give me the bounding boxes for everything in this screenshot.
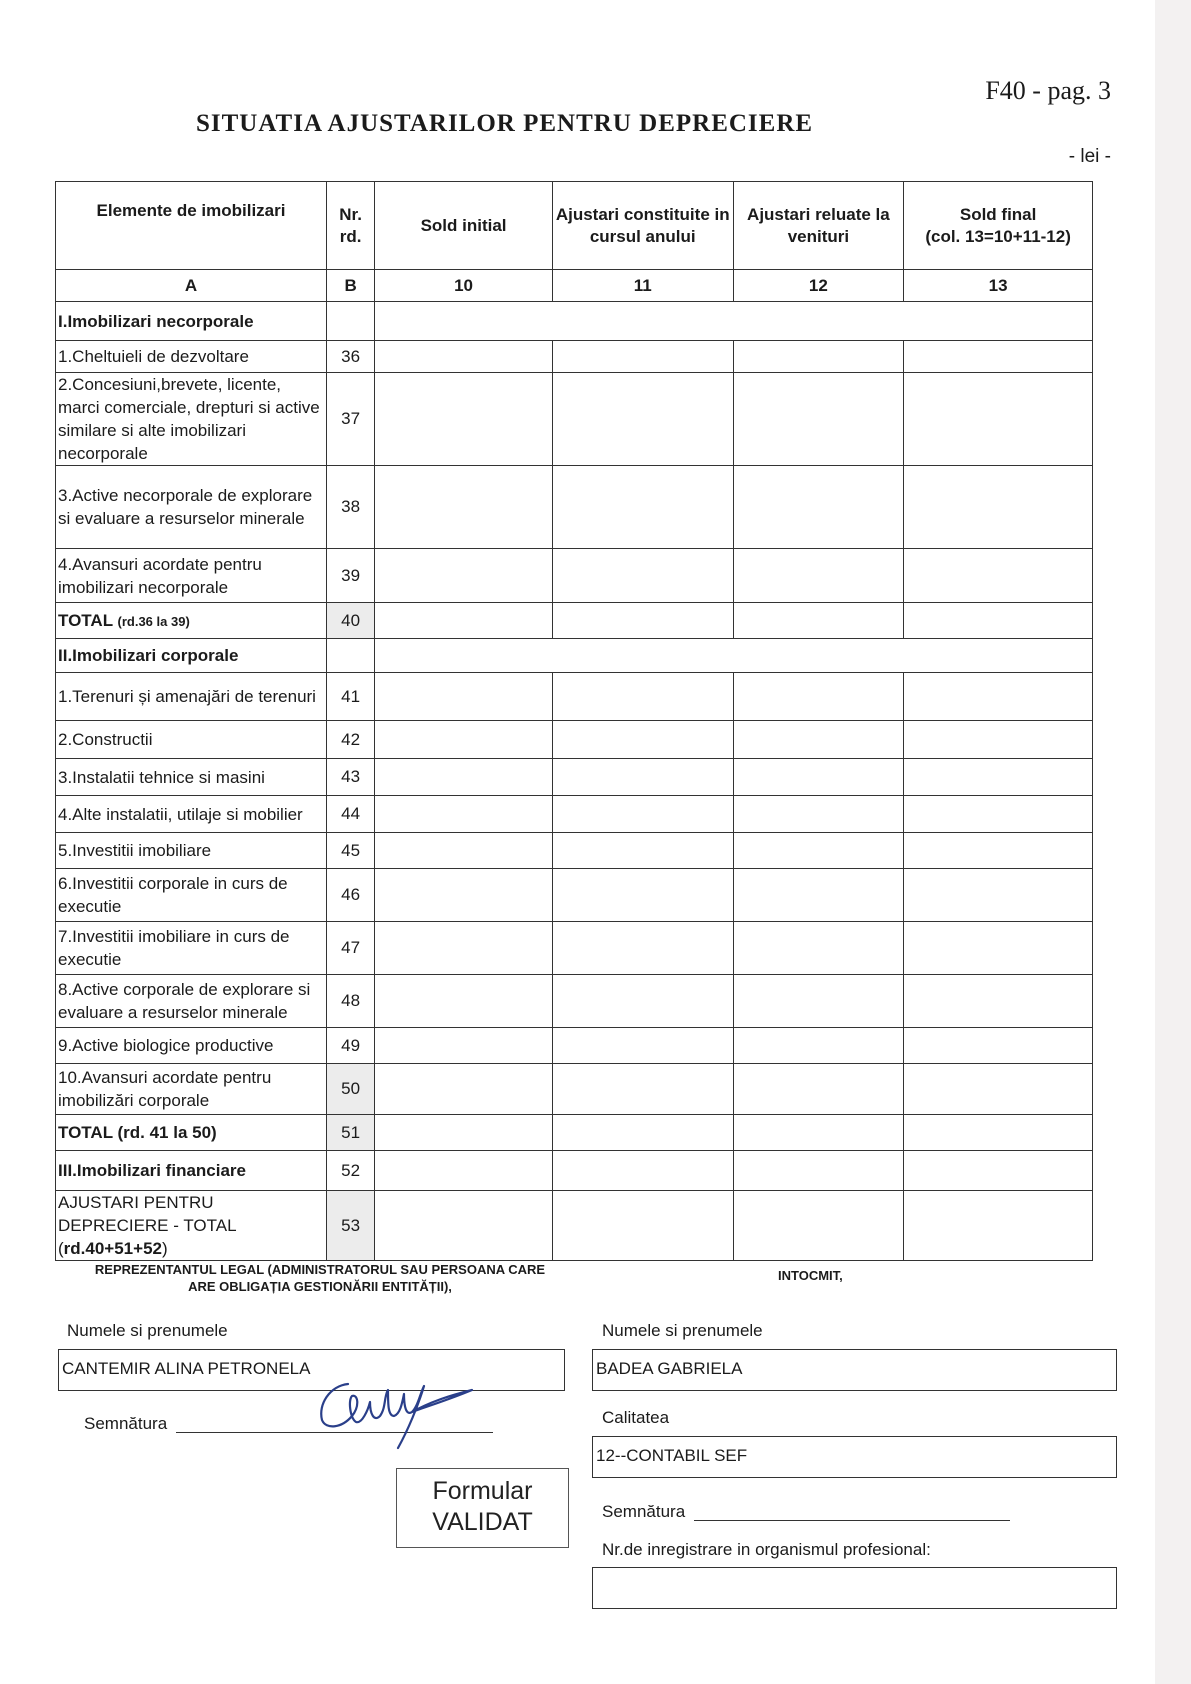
- cell-ajustari-constituite: [552, 1151, 733, 1191]
- row-nr: 50: [327, 1064, 375, 1115]
- cell-sold-initial: [375, 833, 553, 869]
- stamp-line1: Formular: [432, 1477, 533, 1505]
- row-label: 2.Concesiuni,brevete, licente, marci comerciale, drepturi si active similare si alte imobilizari necorporale: [56, 373, 327, 466]
- row-nr: 38: [327, 466, 375, 549]
- legal-representative-heading-line2: ARE OBLIGAȚIA GESTIONĂRII ENTITĂȚII),: [188, 1279, 452, 1294]
- cell-sold-final: [904, 603, 1093, 639]
- cell-sold-final: [904, 549, 1093, 603]
- cell-ajustari-reluate: [733, 975, 904, 1028]
- total-label-note: (rd.36 la 39): [117, 613, 190, 629]
- cell-ajustari-constituite: [552, 833, 733, 869]
- cell-ajustari-constituite: [552, 1191, 733, 1261]
- cell-ajustari-constituite: [552, 603, 733, 639]
- grand-total-row: [56, 1191, 1093, 1261]
- total-label-text: TOTAL: [58, 610, 113, 630]
- row-nr: 43: [327, 759, 375, 796]
- cell-sold-final: [904, 1151, 1093, 1191]
- section-row: [56, 302, 1093, 341]
- page-edge: [1155, 0, 1191, 1684]
- cell-ajustari-reluate: [733, 721, 904, 759]
- cell-sold-final: [904, 721, 1093, 759]
- impairment-table: [55, 181, 1093, 1261]
- cell-ajustari-constituite: [552, 759, 733, 796]
- intocmit-calitate-field[interactable]: 12--CONTABIL SEF: [592, 1436, 1117, 1478]
- cell-sold-final: [904, 466, 1093, 549]
- table-row: [56, 373, 1093, 466]
- cell-sold-final: [904, 673, 1093, 721]
- intocmit-name-label: Numele si prenumele: [602, 1321, 763, 1340]
- cell-ajustari-reluate: [733, 869, 904, 922]
- cell-ajustari-constituite: [552, 466, 733, 549]
- cell-sold-initial: [375, 759, 553, 796]
- section-row: [56, 639, 1093, 673]
- cell-ajustari-constituite: [552, 673, 733, 721]
- registration-field[interactable]: [592, 1567, 1117, 1609]
- cell-sold-final: [904, 833, 1093, 869]
- row-label: 4.Alte instalatii, utilaje si mobilier: [56, 796, 327, 833]
- cell-ajustari-reluate: [733, 1191, 904, 1261]
- cell-ajustari-reluate: [733, 673, 904, 721]
- cell-ajustari-reluate: [733, 373, 904, 466]
- cell-sold-initial: [375, 721, 553, 759]
- cell-sold-initial: [375, 796, 553, 833]
- code-12: 12: [733, 270, 904, 302]
- cell-sold-final: [904, 975, 1093, 1028]
- cell-sold-initial: [375, 341, 553, 373]
- cell-ajustari-reluate: [733, 922, 904, 975]
- code-11: 11: [552, 270, 733, 302]
- table-row: [56, 673, 1093, 721]
- table-row: [56, 869, 1093, 922]
- rep-name-label: Numele si prenumele: [67, 1321, 228, 1340]
- header-ajustari-reluate: Ajustari reluate la venituri: [733, 182, 904, 270]
- row-nr: 36: [327, 341, 375, 373]
- cell-ajustari-reluate: [733, 1064, 904, 1115]
- cell-ajustari-constituite: [552, 373, 733, 466]
- total-row: [56, 603, 1093, 639]
- table-row: [56, 759, 1093, 796]
- total-row: [56, 1115, 1093, 1151]
- section-label: III.Imobilizari financiare: [56, 1151, 327, 1191]
- cell-ajustari-reluate: [733, 796, 904, 833]
- cell-sold-final: [904, 1064, 1093, 1115]
- code-b: B: [327, 270, 375, 302]
- row-label: 7.Investitii imobiliare in curs de executie: [56, 922, 327, 975]
- cell-sold-final: [904, 1191, 1093, 1261]
- grand-total-label-c: ): [161, 1239, 168, 1258]
- row-nr: 46: [327, 869, 375, 922]
- table-row: [56, 341, 1093, 373]
- cell-sold-initial: [375, 975, 553, 1028]
- cell-sold-initial: [375, 869, 553, 922]
- grand-total-nr: 53: [327, 1191, 375, 1261]
- intocmit-name-field[interactable]: BADEA GABRIELA: [592, 1349, 1117, 1391]
- row-label: 1.Terenuri și amenajări de terenuri: [56, 673, 327, 721]
- intocmit-heading: INTOCMIT,: [778, 1268, 843, 1283]
- total-label: TOTAL (rd. 41 la 50): [56, 1115, 327, 1151]
- intocmit-signature-label: Semnătura: [602, 1502, 686, 1521]
- cell-ajustari-constituite: [552, 549, 733, 603]
- cell-ajustari-constituite: [552, 1064, 733, 1115]
- cell-sold-initial: [375, 549, 553, 603]
- row-label: 9.Active biologice productive: [56, 1028, 327, 1064]
- row-nr: 42: [327, 721, 375, 759]
- total-label: [56, 603, 327, 639]
- code-10: 10: [375, 270, 553, 302]
- intocmit-calitate-label: Calitatea: [602, 1408, 670, 1427]
- table-row: [56, 975, 1093, 1028]
- cell-sold-initial: [375, 922, 553, 975]
- cell-sold-final: [904, 341, 1093, 373]
- row-nr: 47: [327, 922, 375, 975]
- cell-ajustari-reluate: [733, 603, 904, 639]
- row-label: 3.Instalatii tehnice si masini: [56, 759, 327, 796]
- row-label: 2.Constructii: [56, 721, 327, 759]
- column-code-row: [56, 270, 1093, 302]
- cell-ajustari-reluate: [733, 466, 904, 549]
- cell-sold-initial: [375, 466, 553, 549]
- cell-ajustari-constituite: [552, 975, 733, 1028]
- page-title: SITUATIA AJUSTARILOR PENTRU DEPRECIERE: [196, 110, 814, 137]
- grand-total-label: [56, 1191, 327, 1261]
- code-13: 13: [904, 270, 1093, 302]
- intocmit-signature-line: [694, 1520, 1010, 1521]
- table-row: [56, 721, 1093, 759]
- cell-sold-final: [904, 759, 1093, 796]
- cell-ajustari-constituite: [552, 1115, 733, 1151]
- cell-sold-final: [904, 869, 1093, 922]
- table-row: [56, 796, 1093, 833]
- header-sold-final-label: Sold final: [959, 204, 1037, 224]
- table-header-row: [56, 182, 1093, 270]
- section-nr: [327, 302, 375, 341]
- cell-ajustari-reluate: [733, 1115, 904, 1151]
- cell-sold-final: [904, 373, 1093, 466]
- cell-ajustari-constituite: [552, 922, 733, 975]
- cell-sold-initial: [375, 1115, 553, 1151]
- cell-ajustari-reluate: [733, 549, 904, 603]
- section-row: [56, 1151, 1093, 1191]
- row-label: 8.Active corporale de explorare si evaluare a resurselor minerale: [56, 975, 327, 1028]
- grand-total-label-b: rd.40+51+52: [63, 1239, 162, 1258]
- total-nr: 40: [327, 603, 375, 639]
- row-nr: 49: [327, 1028, 375, 1064]
- cell-ajustari-constituite: [552, 1028, 733, 1064]
- cell-sold-final: [904, 796, 1093, 833]
- row-nr: 37: [327, 373, 375, 466]
- row-label: 4.Avansuri acordate pentru imobilizari necorporale: [56, 549, 327, 603]
- header-elements: Elemente de imobilizari: [56, 182, 327, 270]
- header-sold-final-formula: (col. 13=10+11-12): [925, 226, 1071, 246]
- section-blank: [375, 302, 1093, 341]
- cell-ajustari-constituite: [552, 721, 733, 759]
- cell-sold-final: [904, 922, 1093, 975]
- cell-ajustari-reluate: [733, 759, 904, 796]
- table-row: [56, 922, 1093, 975]
- handwritten-signature: [308, 1370, 488, 1450]
- section-blank: [375, 639, 1093, 673]
- validated-stamp: [396, 1468, 569, 1548]
- table-row: [56, 833, 1093, 869]
- cell-sold-final: [904, 1028, 1093, 1064]
- cell-sold-initial: [375, 603, 553, 639]
- cell-sold-initial: [375, 1064, 553, 1115]
- cell-ajustari-reluate: [733, 341, 904, 373]
- section-nr: 52: [327, 1151, 375, 1191]
- cell-sold-initial: [375, 673, 553, 721]
- rep-signature-label: Semnătura: [84, 1414, 168, 1433]
- currency-unit: - lei -: [1068, 146, 1111, 167]
- cell-sold-initial: [375, 373, 553, 466]
- section-label: I.Imobilizari necorporale: [56, 302, 327, 341]
- section-nr: [327, 639, 375, 673]
- header-sold-final: [904, 182, 1093, 270]
- stamp-line2: VALIDAT: [432, 1508, 533, 1536]
- cell-ajustari-reluate: [733, 1028, 904, 1064]
- legal-representative-heading-line1: REPREZENTANTUL LEGAL (ADMINISTRATORUL SAU PERSOANA CARE: [94, 1262, 546, 1277]
- cell-ajustari-constituite: [552, 869, 733, 922]
- cell-ajustari-constituite: [552, 341, 733, 373]
- row-nr: 48: [327, 975, 375, 1028]
- legal-representative-heading: [70, 1261, 570, 1295]
- table-row: [56, 1064, 1093, 1115]
- code-a: A: [56, 270, 327, 302]
- cell-ajustari-reluate: [733, 1151, 904, 1191]
- row-nr: 44: [327, 796, 375, 833]
- row-nr: 41: [327, 673, 375, 721]
- row-label: 6.Investitii corporale in curs de executie: [56, 869, 327, 922]
- total-nr: 51: [327, 1115, 375, 1151]
- row-label: 1.Cheltuieli de dezvoltare: [56, 341, 327, 373]
- section-label: II.Imobilizari corporale: [56, 639, 327, 673]
- cell-sold-final: [904, 1115, 1093, 1151]
- row-label: 3.Active necorporale de explorare si evaluare a resurselor minerale: [56, 466, 327, 549]
- table-row: [56, 466, 1093, 549]
- grand-total-label-a: AJUSTARI PENTRU DEPRECIERE - TOTAL (: [58, 1193, 236, 1258]
- cell-sold-initial: [375, 1191, 553, 1261]
- header-ajustari-constituite: Ajustari constituite in cursul anului: [552, 182, 733, 270]
- table-row: [56, 549, 1093, 603]
- page-reference: F40 - pag. 3: [985, 76, 1111, 105]
- header-sold-initial: Sold initial: [375, 182, 553, 270]
- row-label: 5.Investitii imobiliare: [56, 833, 327, 869]
- cell-sold-initial: [375, 1151, 553, 1191]
- registration-label: Nr.de inregistrare in organismul profesional:: [602, 1540, 931, 1559]
- row-nr: 39: [327, 549, 375, 603]
- header-nr-rd: Nr. rd.: [327, 182, 375, 270]
- cell-sold-initial: [375, 1028, 553, 1064]
- rep-name-field[interactable]: CANTEMIR ALINA PETRONELA: [58, 1349, 565, 1391]
- table-row: [56, 1028, 1093, 1064]
- row-label: 10.Avansuri acordate pentru imobilizări corporale: [56, 1064, 327, 1115]
- row-nr: 45: [327, 833, 375, 869]
- cell-ajustari-constituite: [552, 796, 733, 833]
- cell-ajustari-reluate: [733, 833, 904, 869]
